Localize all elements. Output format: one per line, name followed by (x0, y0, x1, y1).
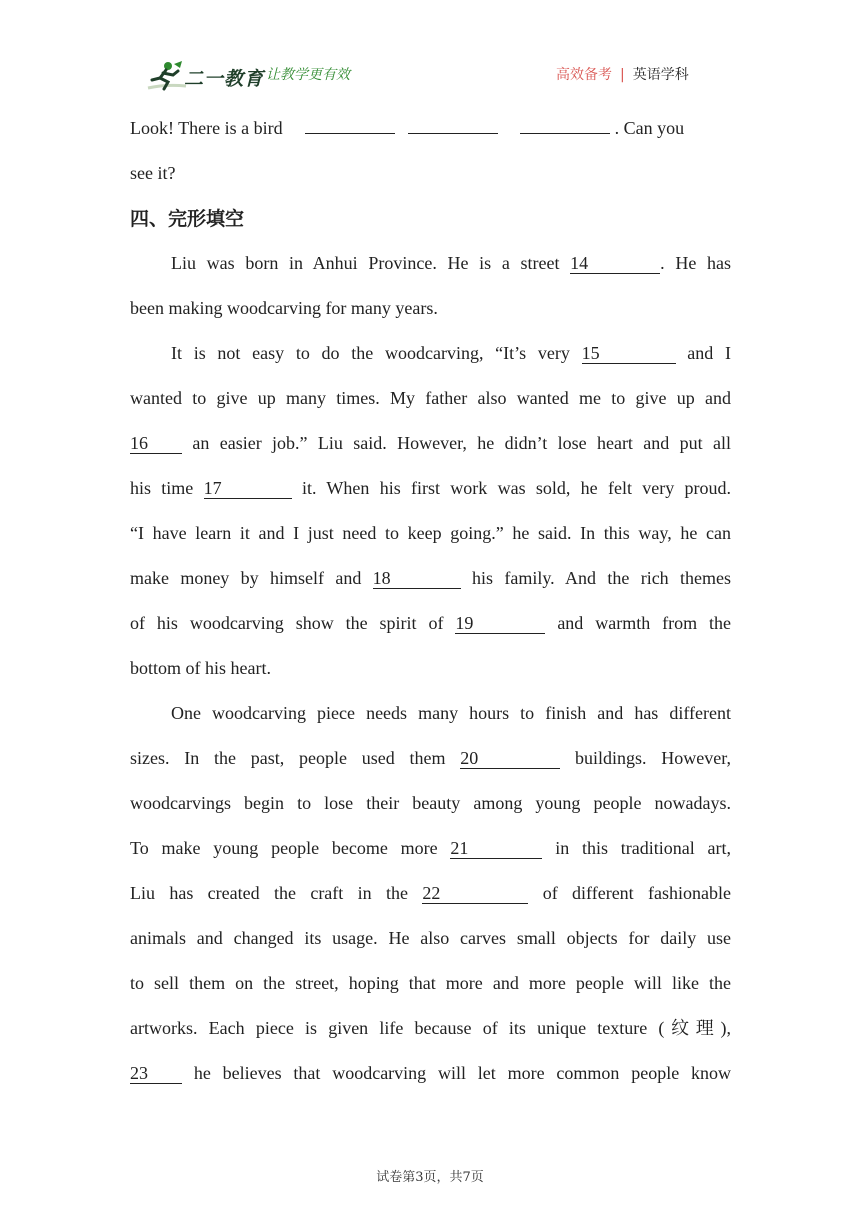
passage-line: animals and changed its usage. He also carves small objects for daily use (130, 928, 731, 948)
header-tag-subject: 英语学科 (632, 67, 689, 83)
blank-23[interactable]: 23 (130, 1063, 182, 1084)
blank-18[interactable]: 18 (373, 568, 461, 589)
passage-line: been making woodcarving for many years. (130, 298, 438, 318)
answer-blank[interactable] (305, 133, 395, 134)
passage-line: To make young people become more 21 in this traditional art, (130, 838, 732, 858)
answer-blank[interactable] (408, 133, 498, 134)
passage-line: to sell them on the street, hoping that more and more people will like the (130, 973, 731, 993)
passage-line: Liu has created the craft in the 22 of different fashionable (130, 883, 732, 903)
passage-line: artworks. Each piece is given life because of its unique texture (纹理), (130, 1018, 731, 1038)
blank-22[interactable]: 22 (422, 883, 528, 904)
passage-line: “I have learn it and I just need to keep going.” he said. In this way, he can (130, 523, 731, 543)
passage-line: bottom of his heart. (130, 658, 271, 678)
answer-blank[interactable] (520, 133, 610, 134)
blank-19[interactable]: 19 (455, 613, 545, 634)
blank-14[interactable]: 14 (570, 253, 660, 274)
passage-line: It is not easy to do the woodcarving, “It’s very 15 and I (171, 343, 731, 363)
page-header (0, 0, 860, 100)
passage-line: woodcarvings begin to lose their beauty among young people nowadays. (130, 793, 731, 813)
header-tags (556, 64, 689, 84)
header-tag-exam: 高效备考 (556, 67, 612, 83)
logo-slogan: 让教学更有效 (266, 67, 350, 83)
blank-16[interactable]: 16 (130, 433, 182, 454)
passage-line: 23 he believes that woodcarving will let more common people know (130, 1063, 731, 1083)
passage-line: of his woodcarving show the spirit of 19 and warmth from the (130, 613, 732, 633)
page-footer: 试卷第3页，共7页 (376, 1170, 484, 1185)
passage-line: wanted to give up many times. My father also wanted me to give up and (130, 388, 731, 408)
passage-line: 16 an easier job.” Liu said. However, he didn’t lose heart and put all (130, 433, 732, 453)
passage-line: make money by himself and 18 his family. And the rich themes (130, 568, 732, 588)
prev-question-line-2: see it? (130, 163, 176, 183)
passage-line: One woodcarving piece needs many hours to finish and has different (171, 703, 731, 723)
prev-question-line-1: Look! There is a bird . Can you (130, 118, 685, 138)
logo-text: 二一教育 (184, 68, 265, 90)
blank-17[interactable]: 17 (204, 478, 292, 499)
passage-line: sizes. In the past, people used them 20 buildings. However, (130, 748, 732, 768)
section-title: 四、完形填空 (130, 208, 245, 230)
blank-21[interactable]: 21 (450, 838, 542, 859)
passage-line: Liu was born in Anhui Province. He is a street 14 . He has (171, 253, 731, 273)
header-separator: | (620, 67, 625, 83)
blank-20[interactable]: 20 (460, 748, 560, 769)
blank-15[interactable]: 15 (582, 343, 676, 364)
passage-line: his time 17 it. When his first work was sold, he felt very proud. (130, 478, 732, 498)
